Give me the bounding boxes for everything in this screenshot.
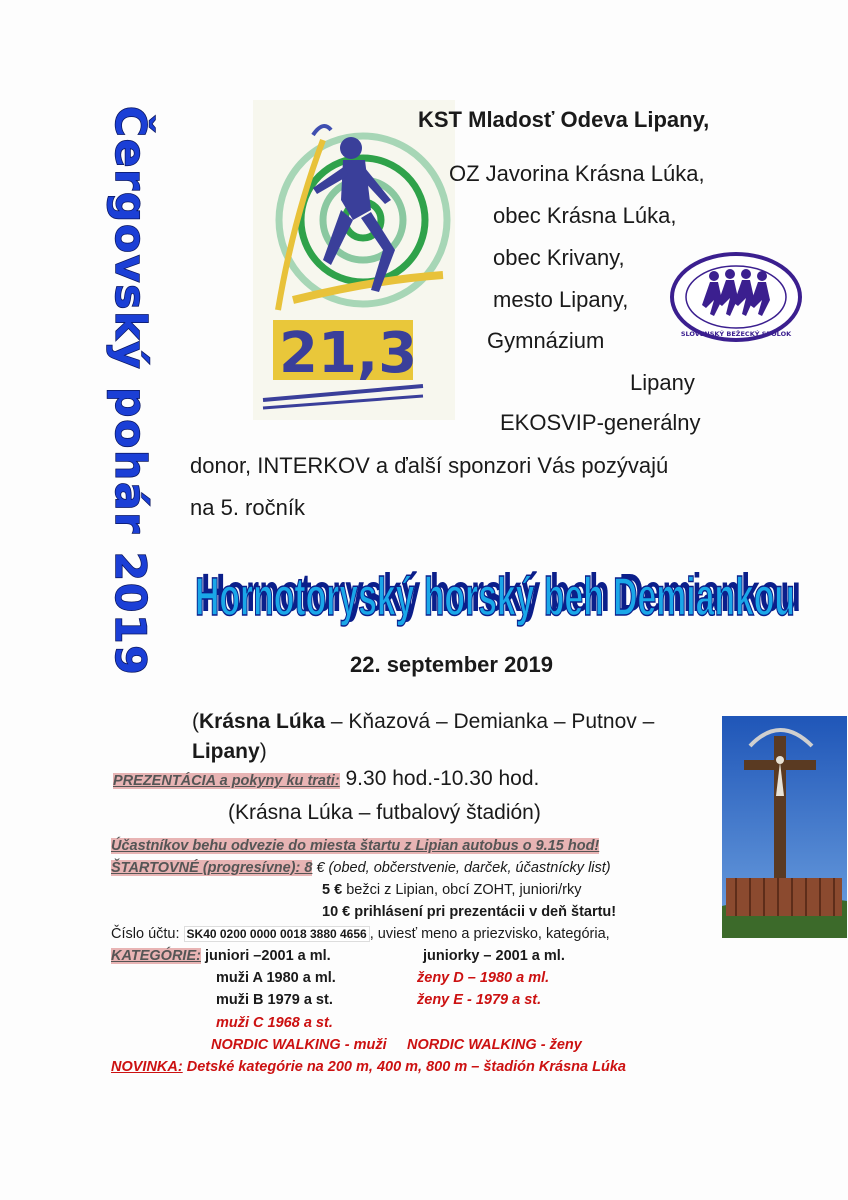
route-close: ) [259, 740, 267, 763]
vertical-title-text: Čergovský pohár 2019 [106, 106, 155, 677]
category-muzi-c: muži C 1968 a st. [216, 1015, 333, 1031]
route-open: ( [192, 710, 199, 733]
account-rest: , uviesť meno a priezvisko, kategória, [369, 926, 610, 942]
category-juniorky: juniorky – 2001 a ml. [423, 948, 565, 964]
fees-line-3: 10 € prihlásení pri prezentácii v deň štartu! [322, 904, 617, 920]
category-zeny-e: ženy E - 1979 a st. [417, 992, 542, 1008]
cross-photo [722, 716, 847, 938]
category-juniori: juniori –2001 a ml. [200, 948, 331, 964]
organizer-line-10: na 5. ročník [190, 495, 305, 520]
fees-line2-rest: bežci z Lipian, obcí ZOHT, juniori/rky [342, 882, 582, 898]
account-line [111, 924, 610, 945]
account-label: Číslo účtu: [111, 926, 184, 942]
organizer-line-3: obec Krásna Lúka, [493, 203, 677, 228]
category-muzi-b: muži B 1979 a st. [216, 992, 333, 1008]
registration-line [113, 767, 539, 791]
organizer-line-2: OZ Javorina Krásna Lúka, [449, 161, 705, 186]
organizer-line-5: mesto Lipany, [493, 287, 629, 312]
route-end: Lipany [192, 740, 260, 763]
organizer-line-4: obec Krivany, [493, 245, 625, 270]
organizer-line-9: donor, INTERKOV a ďalší sponzori Vás pozývajú [190, 453, 669, 478]
club-logo [668, 250, 804, 345]
vertical-title [88, 98, 188, 763]
route-middle: – Kňazová – Demianka – Putnov – [325, 710, 655, 733]
novinka-label: NOVINKA: [111, 1059, 183, 1075]
category-muzi-a: muži A 1980 a ml. [216, 970, 336, 986]
category-nordic-muzi: NORDIC WALKING - muži [211, 1037, 387, 1053]
novinka-line [111, 1057, 626, 1078]
route [192, 707, 702, 767]
registration-time: 9.30 hod.-10.30 hod. [339, 767, 540, 790]
logo-text: SLOVENSKÝ BEŽECKÝ SPOLOK [680, 330, 792, 338]
organizer-line-7: Lipany [630, 370, 695, 395]
registration-label: PREZENTÁCIA a pokyny ku trati: [113, 773, 340, 789]
categories-line-1 [111, 946, 331, 967]
organizer-line-1: KST Mladosť Odeva Lipany, [418, 107, 710, 132]
category-zeny-d: ženy D – 1980 a ml. [417, 970, 550, 986]
registration-place: (Krásna Lúka – futbalový štadión) [228, 801, 541, 824]
novinka-text: Detské kategórie na 200 m, 400 m, 800 m – štadión Krásna Lúka [182, 1059, 626, 1075]
fees-label: ŠTARTOVNÉ (progresívne): 8 [111, 860, 313, 876]
vertical-title-graphic [88, 98, 188, 758]
fees-line1-rest: € (obed, občerstvenie, darček, účastnícky list) [312, 860, 611, 876]
bus-note-text: Účastníkov behu odvezie do miesta štartu z Lipian autobus o 9.15 hod! [111, 838, 600, 854]
event-title-shadow: Hornotoryský horský beh Demiankou [201, 563, 800, 623]
account-number: SK40 0200 0000 0018 3880 4656 [184, 926, 370, 942]
fees-line2-amount: 5 € [322, 882, 343, 898]
organizer-line-6: Gymnázium [487, 328, 605, 353]
organizer-line-8: EKOSVIP-generálny [500, 410, 701, 435]
event-title-text: Hornotoryský horský beh Demiankou [195, 567, 795, 627]
runner-poster-image [253, 100, 455, 420]
poster-badge-text: 21,3 [279, 321, 418, 386]
fees-line-2 [322, 880, 582, 901]
event-title [190, 535, 800, 640]
fees-line-1 [111, 858, 611, 879]
route-start: Krásna Lúka [199, 710, 326, 733]
bus-note [111, 836, 599, 857]
category-nordic-zeny: NORDIC WALKING - ženy [407, 1037, 582, 1053]
categories-label: KATEGÓRIE: [111, 948, 201, 964]
event-date: 22. september 2019 [350, 652, 554, 677]
